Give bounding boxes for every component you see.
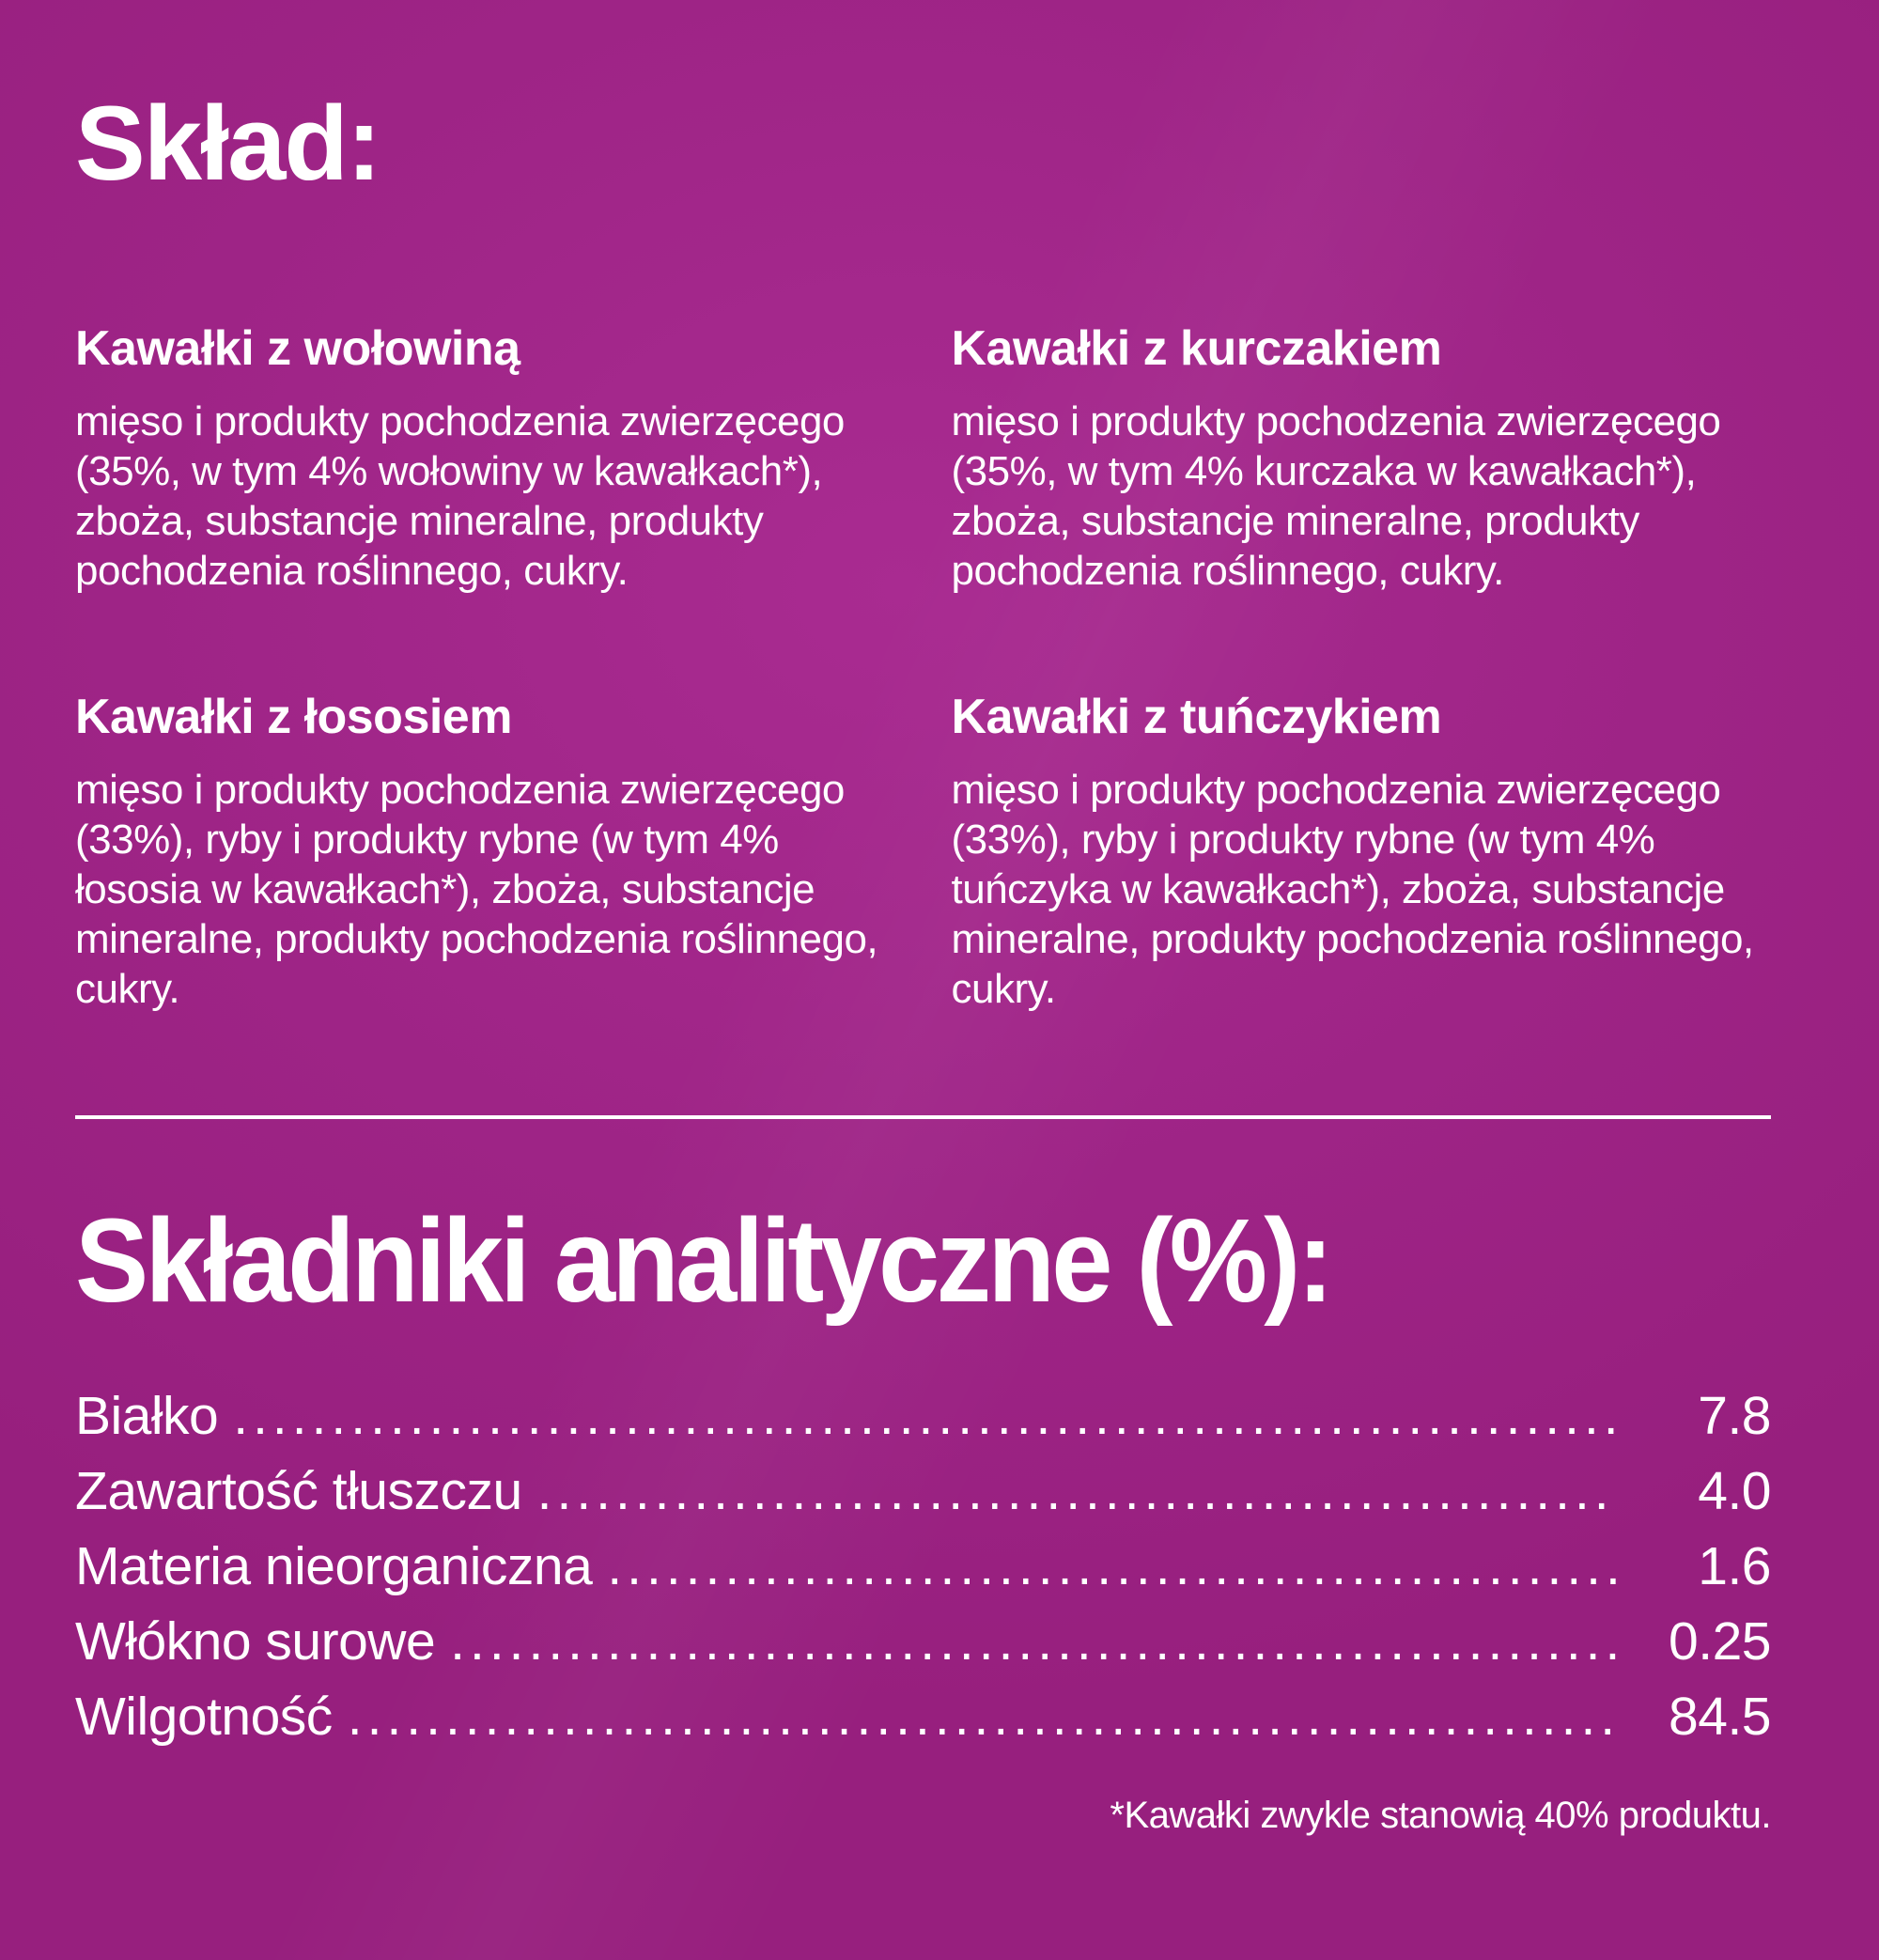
row-label-inorganic-matter: Materia nieorganiczna [75, 1536, 593, 1597]
row-value-fat: 4.0 [1698, 1461, 1771, 1522]
section-salmon-heading: Kawałki z łososiem [75, 689, 512, 744]
section-divider [75, 1115, 1771, 1119]
row-label-moisture: Wilgotność [75, 1687, 333, 1748]
section-chicken-heading: Kawałki z kurczakiem [951, 321, 1442, 377]
section-beef [75, 318, 895, 596]
analytical-constituents-title: Składniki analityczne (%): [75, 1193, 1330, 1327]
section-beef-heading: Kawałki z wołowiną [75, 321, 520, 377]
dotted-leader [450, 1610, 1617, 1672]
dotted-leader [348, 1686, 1617, 1748]
row-label-crude-fibre: Włókno surowe [75, 1611, 436, 1672]
row-label-protein: Białko [75, 1386, 219, 1447]
section-beef-body: mięso i produkty pochodzenia zwierzęcego (35%, w tym 4% wołowiny w kawałkach*), zboża, substancje mineralne, produkty pochodzenia roślinnego, cukry. [75, 397, 845, 594]
table-row [75, 1686, 1771, 1761]
row-label-fat: Zawartość tłuszczu [75, 1461, 522, 1522]
section-salmon-body: mięso i produkty pochodzenia zwierzęcego (33%), ryby i produkty rybne (w tym 4% łososia w kawałkach*), zboża, substancje mineralne, produkty pochodzenia roślinnego, cukry. [75, 766, 878, 1012]
section-chicken [952, 318, 1772, 596]
table-row [75, 1460, 1771, 1535]
section-tuna [952, 686, 1772, 1014]
row-value-crude-fibre: 0.25 [1669, 1611, 1771, 1672]
table-row [75, 1385, 1771, 1460]
table-row [75, 1610, 1771, 1686]
composition-title: Skład: [75, 85, 380, 202]
table-row [75, 1535, 1771, 1610]
product-label-ingredients-panel [0, 81, 1879, 1960]
row-value-moisture: 84.5 [1669, 1687, 1771, 1748]
row-value-protein: 7.8 [1698, 1386, 1771, 1447]
dotted-leader [607, 1535, 1617, 1597]
dotted-leader [537, 1460, 1617, 1522]
dotted-leader [233, 1385, 1617, 1447]
chunks-footnote: *Kawałki zwykle stanowią 40% produktu. [1110, 1795, 1771, 1837]
row-value-inorganic-matter: 1.6 [1698, 1536, 1771, 1597]
section-tuna-heading: Kawałki z tuńczykiem [951, 689, 1442, 744]
section-tuna-body: mięso i produkty pochodzenia zwierzęcego (33%), ryby i produkty rybne (w tym 4% tuńczyka w kawałkach*), zboża, substancje mineralne, produkty pochodzenia roślinnego, cukry. [951, 766, 1754, 1012]
composition-sections [75, 318, 1771, 1013]
section-chicken-body: mięso i produkty pochodzenia zwierzęcego (35%, w tym 4% kurczaka w kawałkach*), zboża, substancje mineralne, produkty pochodzenia roślinnego, cukry. [951, 397, 1721, 594]
analytical-constituents-table [75, 1385, 1771, 1761]
section-salmon [75, 686, 895, 1014]
